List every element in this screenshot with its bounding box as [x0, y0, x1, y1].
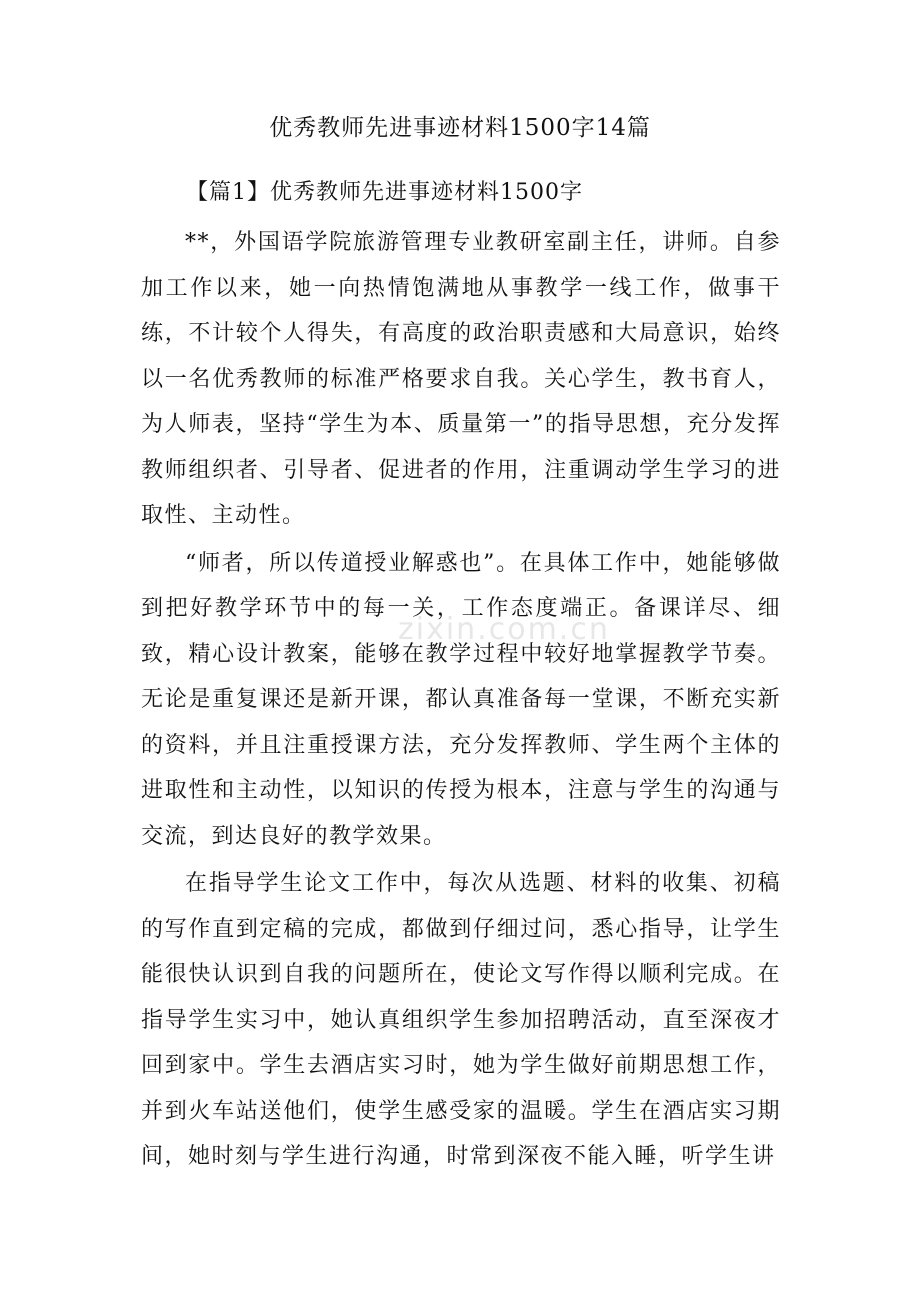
section-heading: 【篇1】优秀教师先进事迹材料1500字 — [186, 180, 583, 205]
paragraph-1: **，外国语学院旅游管理专业教研室副主任，讲师。自参加工作以来，她一向热情饱满地从事教学一线工作，做事干练，不计较个人得失，有高度的政治职责感和大局意识，始终以一名优秀教师的标准严格要求自我。关心学生，教书育人，为人师表，坚持“学生为本、质量第一”的指导思想，充分发挥教师组织者、引导者、促进者的作用，注重调动学生学习的进取性、主动性。 — [141, 230, 781, 528]
paragraph-2: “师者，所以传道授业解惑也”。在具体工作中，她能够做到把好教学环节中的每一关，工作态度端正。备课详尽、细致，精心设计教案，能够在教学过程中较好地掌握教学节奏。无论是重复课还是新开课，都认真准备每一堂课，不断充实新的资料，并且注重授课方法，充分发挥教师、学生两个主体的进取性和主动性，以知识的传授为根本，注意与学生的沟通与交流，到达良好的教学效果。 — [141, 550, 781, 849]
paragraph-3: 在指导学生论文工作中，每次从选题、材料的收集、初稿的写作直到定稿的完成，都做到仔细过问，悉心指导，让学生能很快认识到自我的问题所在，使论文写作得以顺利完成。在指导学生实习中，她认真组织学生参加招聘活动，直至深夜才回到家中。学生去酒店实习时，她为学生做好前期思想工作，并到火车站送他们，使学生感受家的温暖。学生在酒店实习期间，她时刻与学生进行沟通，时常到深夜不能入睡，听学生讲 — [141, 871, 781, 1169]
document-body — [141, 220, 781, 1182]
watermark: zixin.com.cn — [398, 612, 610, 647]
document-title: 优秀教师先进事迹材料1500字14篇 — [269, 115, 651, 141]
